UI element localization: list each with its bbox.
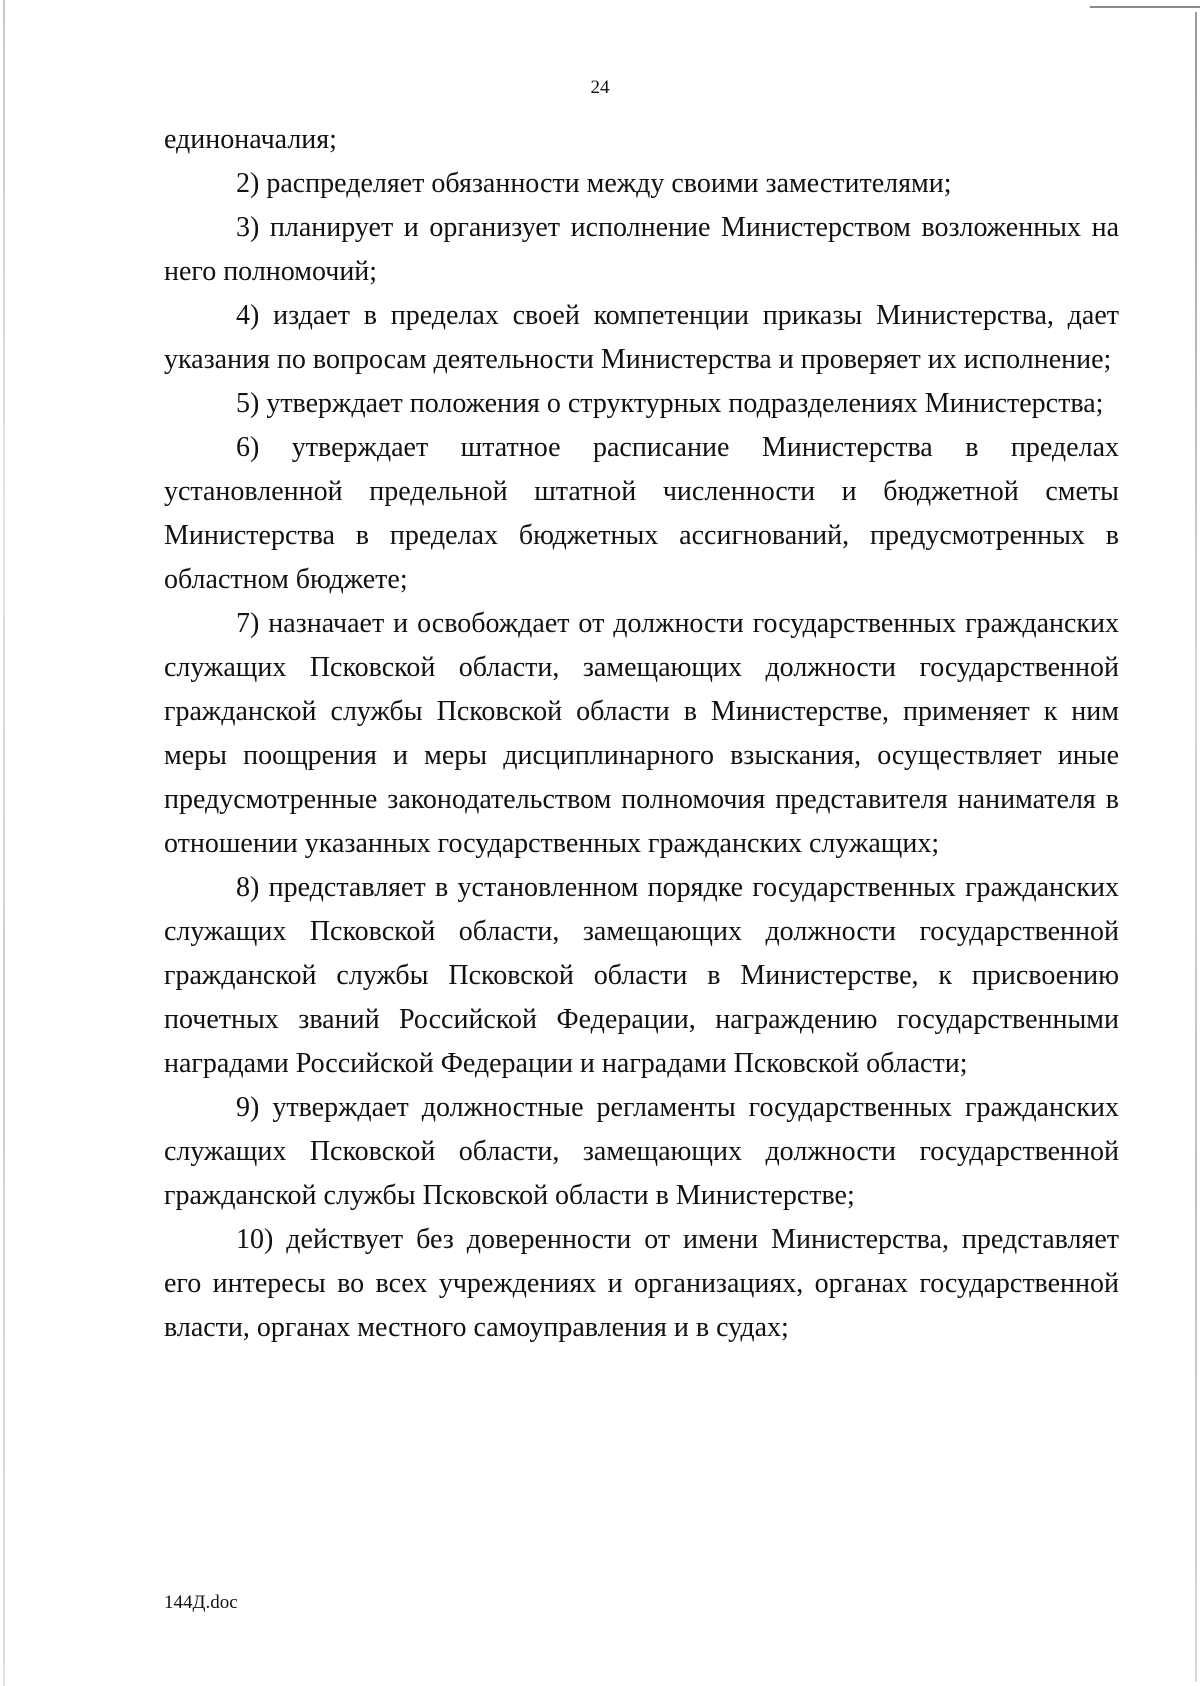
document-body xyxy=(164,118,1119,1350)
footer-filename: 144Д.doc xyxy=(164,1592,238,1613)
list-item-2: 2) распределяет обязанности между своими заместителями; xyxy=(236,168,952,199)
list-item-10: 10) действует без доверенности от имени Министерства, представляет его интересы во всех учреждениях и организациях, органах государственной власти, органах местного самоуправления и в судах; xyxy=(164,1224,1119,1343)
list-item-7: 7) назначает и освобождает от должности государственных гражданских служащих Псковской области, замещающих должности государственной гражданской службы Псковской области в Министерстве, применяет к ним меры поощрения и меры дисциплинарного взыскания, осуществляет иные предусмотренные законодательством полномочия представителя нанимателя в отношении указанных государственных гражданских служащих; xyxy=(164,608,1119,859)
scan-edge-right xyxy=(1195,12,1197,1682)
list-item-6: 6) утверждает штатное расписание Министерства в пределах установленной предельной штатной численности и бюджетной сметы Министерства в пределах бюджетных ассигнований, предусмотренных в областном бюджете; xyxy=(164,432,1119,595)
list-item-5: 5) утверждает положения о структурных подразделениях Министерства; xyxy=(236,388,1104,419)
list-item-3: 3) планирует и организует исполнение Министерством возложенных на него полномочий; xyxy=(164,212,1119,287)
list-item-8: 8) представляет в установленном порядке государственных гражданских служащих Псковской области, замещающих должности государственной гражданской службы Псковской области в Министерстве, к присвоению почетных званий Российской Федерации, награждению государственными наградами Российской Федерации и наградами Псковской области; xyxy=(164,872,1119,1079)
list-item-9: 9) утверждает должностные регламенты государственных гражданских служащих Псковской области, замещающих должности государственной гражданской службы Псковской области в Министерстве; xyxy=(164,1092,1119,1211)
scan-edge-left xyxy=(3,0,5,1686)
paragraph-continuation: единоначалия; xyxy=(164,124,337,155)
list-item-4: 4) издает в пределах своей компетенции приказы Министерства, дает указания по вопросам деятельности Министерства и проверяет их исполнение; xyxy=(164,300,1119,375)
scan-corner-mark xyxy=(1090,6,1200,8)
page-number: 24 xyxy=(590,77,610,98)
